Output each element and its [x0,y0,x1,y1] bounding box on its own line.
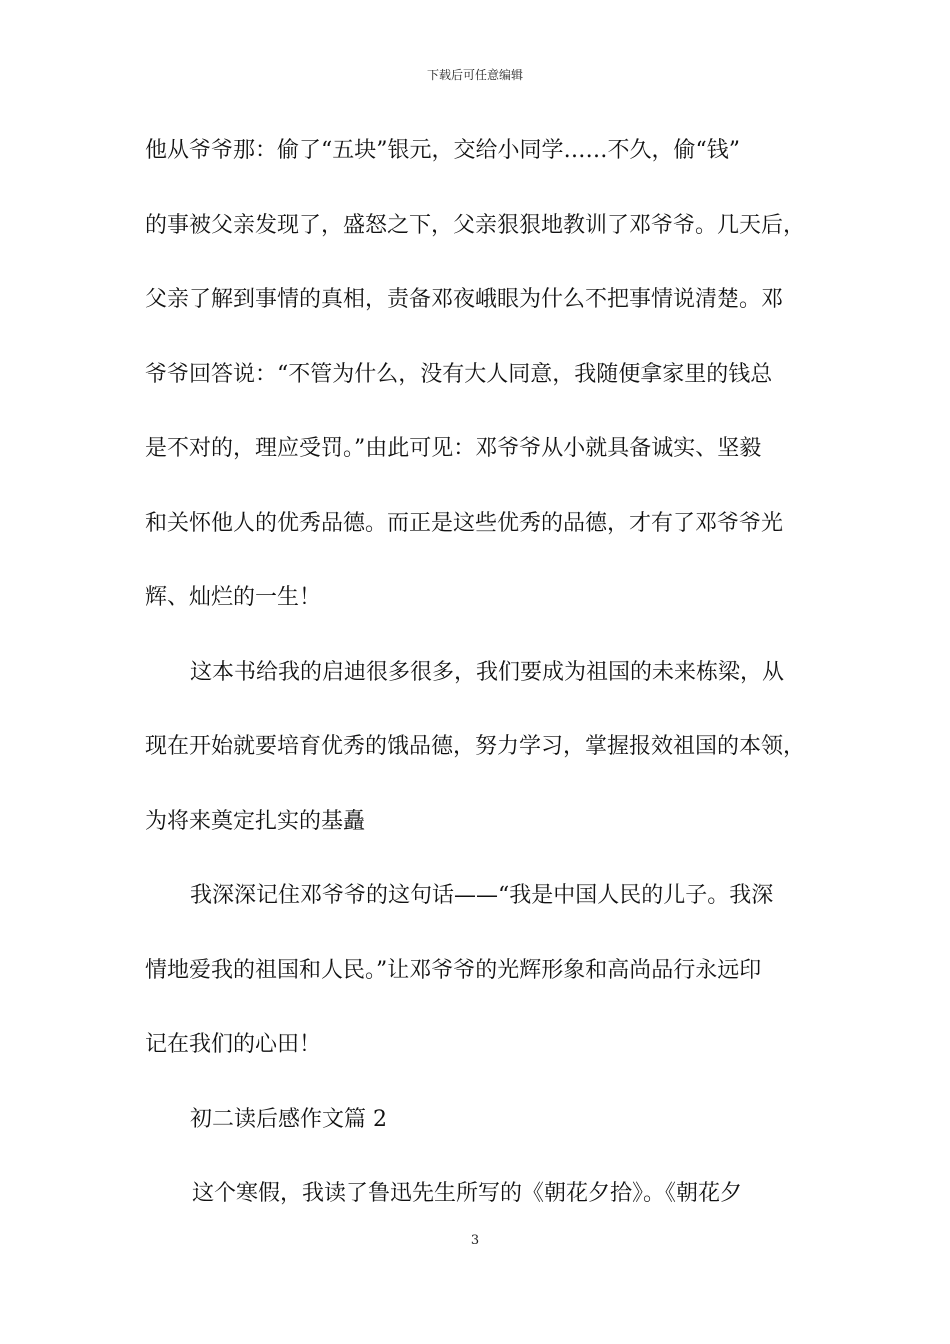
text-line-10: 为将来奠定扎实的基矗 [145,809,366,834]
text-line-2: 的事被父亲发现了，盛怒之下，父亲狠狠地教训了邓爷爷。几天后， [145,213,806,238]
text-line-7: 辉、灿烂的一生！ [145,585,322,610]
text-line-1: 他从爷爷那：偷了“五块”银元，交给小同学……不久，偷“钱” [145,138,740,163]
page-number: 3 [470,1233,480,1248]
text-line-3: 父亲了解到事情的真相，责备邓夜峨眼为什么不把事情说清楚。邓 [145,287,784,312]
text-line-12: 情地爱我的祖国和人民。”让邓爷爷的光辉形象和高尚品行永远印 [145,958,762,983]
text-line-13: 记在我们的心田！ [145,1032,322,1057]
text-line-4: 爷爷回答说：“不管为什么，没有大人同意，我随便拿家里的钱总 [145,362,773,387]
page-header: 下载后可任意编辑 [426,68,523,82]
text-line-11: 我深深记住邓爷爷的这句话——“我是中国人民的儿子。我深 [190,883,774,908]
section-heading: 初二读后感作文篇 2 [190,1107,387,1132]
text-line-5: 是不对的，理应受罚。”由此可见：邓爷爷从小就具备诚实、坚毅 [145,436,762,461]
text-line-9: 现在开始就要培育优秀的饿品德，努力学习，掌握报效祖国的本领， [145,734,806,759]
text-line-8: 这本书给我的启迪很多很多，我们要成为祖国的未来栋梁，从 [190,660,785,685]
text-line-6: 和关怀他人的优秀品德。而正是这些优秀的品德，才有了邓爷爷光 [145,511,784,536]
text-line-14: 这个寒假，我读了鲁迅先生所写的《朝花夕拾》。《朝花夕 [192,1181,743,1206]
